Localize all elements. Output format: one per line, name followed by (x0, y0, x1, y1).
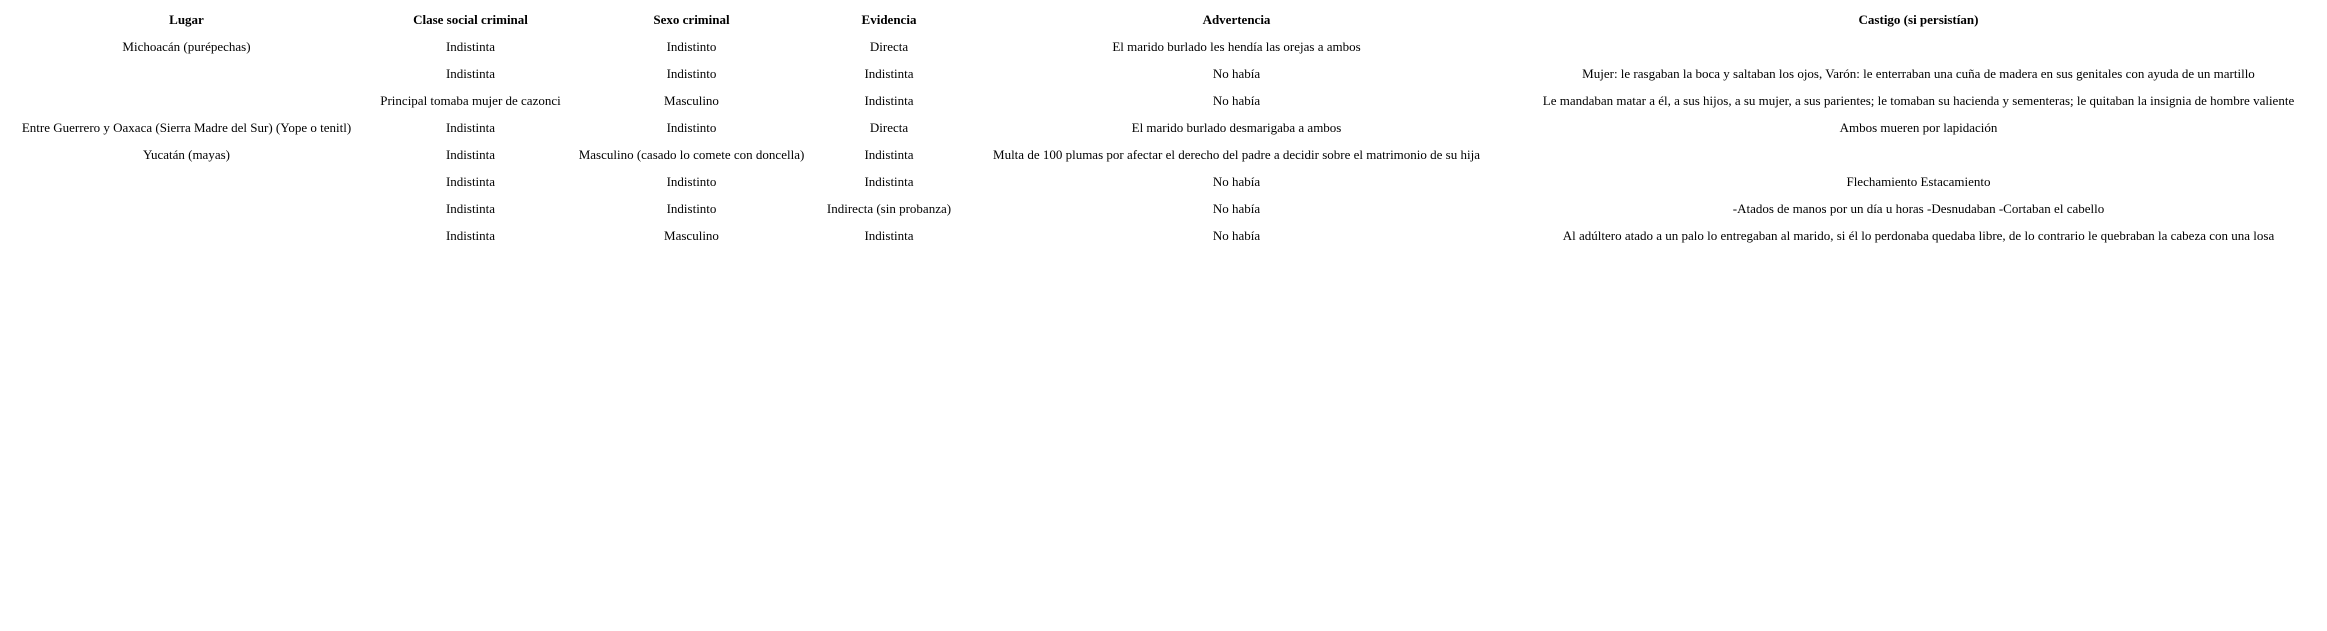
cell-advertencia: Multa de 100 plumas por afectar el derecho del padre a decidir sobre el matrimonio de su hija (993, 146, 1480, 162)
cell-evidencia: Indistinta (864, 146, 914, 162)
cell-clase-social: Indistinta (445, 119, 496, 135)
cell-sexo: Indistinto (666, 173, 717, 189)
header-clase-social: Clase social criminal (413, 11, 528, 27)
table-row (0, 112, 2327, 139)
cell-castigo (1510, 31, 2327, 58)
header-castigo: Castigo (si persistían) (1858, 11, 1979, 27)
header-lugar: Lugar (169, 11, 204, 27)
cell-clase-social: Indistinta (445, 38, 496, 54)
cell-castigo: Mujer: le rasgaban la boca y saltaban los ojos, Varón: le enterraban una cuña de madera en sus genitales con ayuda de un martillo (1582, 65, 2255, 81)
cell-advertencia: No había (1212, 65, 1261, 81)
cell-evidencia: Indistinta (864, 92, 914, 108)
cell-evidencia: Indistinta (864, 227, 914, 243)
cell-sexo: Masculino (664, 227, 719, 243)
cell-lugar (0, 220, 373, 247)
cell-sexo: Masculino (casado lo comete con doncella) (578, 146, 805, 162)
table-body (0, 31, 2327, 247)
cell-sexo: Indistinto (666, 200, 717, 216)
table-row (0, 166, 2327, 193)
cell-evidencia: Directa (869, 119, 909, 135)
cell-castigo (1510, 139, 2327, 166)
cell-castigo: -Atados de manos por un día u horas -Desnudaban -Cortaban el cabello (1732, 200, 2105, 216)
cell-evidencia: Indistinta (864, 65, 914, 81)
table-row (0, 220, 2327, 247)
cell-lugar: Michoacán (purépechas) (122, 38, 251, 54)
cell-sexo: Indistinto (666, 119, 717, 135)
table-row (0, 139, 2327, 166)
cell-sexo: Indistinto (666, 38, 717, 54)
cell-advertencia: No había (1212, 227, 1261, 243)
table-row (0, 58, 2327, 85)
cell-clase-social: Indistinta (445, 227, 496, 243)
cell-sexo: Indistinto (666, 65, 717, 81)
header-sexo: Sexo criminal (653, 11, 730, 27)
cell-lugar (0, 85, 373, 112)
punishment-table (0, 0, 2327, 247)
cell-clase-social: Principal tomaba mujer de cazonci (380, 92, 561, 108)
cell-evidencia: Indistinta (864, 173, 914, 189)
cell-lugar (0, 58, 373, 85)
cell-evidencia: Indirecta (sin probanza) (826, 200, 952, 216)
cell-evidencia: Directa (869, 38, 909, 54)
cell-castigo: Flechamiento Estacamiento (1846, 173, 1991, 189)
table-row (0, 31, 2327, 58)
cell-lugar (0, 166, 373, 193)
cell-clase-social: Indistinta (445, 200, 496, 216)
cell-lugar (0, 193, 373, 220)
header-row (0, 0, 2327, 31)
table-header (0, 0, 2327, 31)
cell-advertencia: El marido burlado desmarigaba a ambos (1131, 119, 1342, 135)
cell-castigo: Le mandaban matar a él, a sus hijos, a su mujer, a sus parientes; le tomaban su hacienda y sementeras; le quitaban la insignia de hombre valiente (1542, 92, 2295, 108)
cell-clase-social: Indistinta (445, 173, 496, 189)
cell-advertencia: No había (1212, 92, 1261, 108)
header-advertencia: Advertencia (1202, 11, 1271, 27)
cell-advertencia: No había (1212, 173, 1261, 189)
table-row (0, 193, 2327, 220)
cell-clase-social: Indistinta (445, 146, 496, 162)
cell-lugar: Yucatán (mayas) (143, 146, 230, 162)
cell-advertencia: El marido burlado les hendía las orejas a ambos (1112, 38, 1361, 54)
cell-lugar: Entre Guerrero y Oaxaca (Sierra Madre del Sur) (Yope o tenitl) (21, 119, 352, 135)
cell-sexo: Masculino (664, 92, 719, 108)
cell-castigo: Al adúltero atado a un palo lo entregaban al marido, si él lo perdonaba quedaba libre, de lo contrario le quebraban la cabeza con una losa (1562, 227, 2275, 243)
cell-advertencia: No había (1212, 200, 1261, 216)
cell-castigo: Ambos mueren por lapidación (1839, 119, 1998, 135)
cell-clase-social: Indistinta (445, 65, 496, 81)
header-evidencia: Evidencia (861, 11, 917, 27)
table-row (0, 85, 2327, 112)
